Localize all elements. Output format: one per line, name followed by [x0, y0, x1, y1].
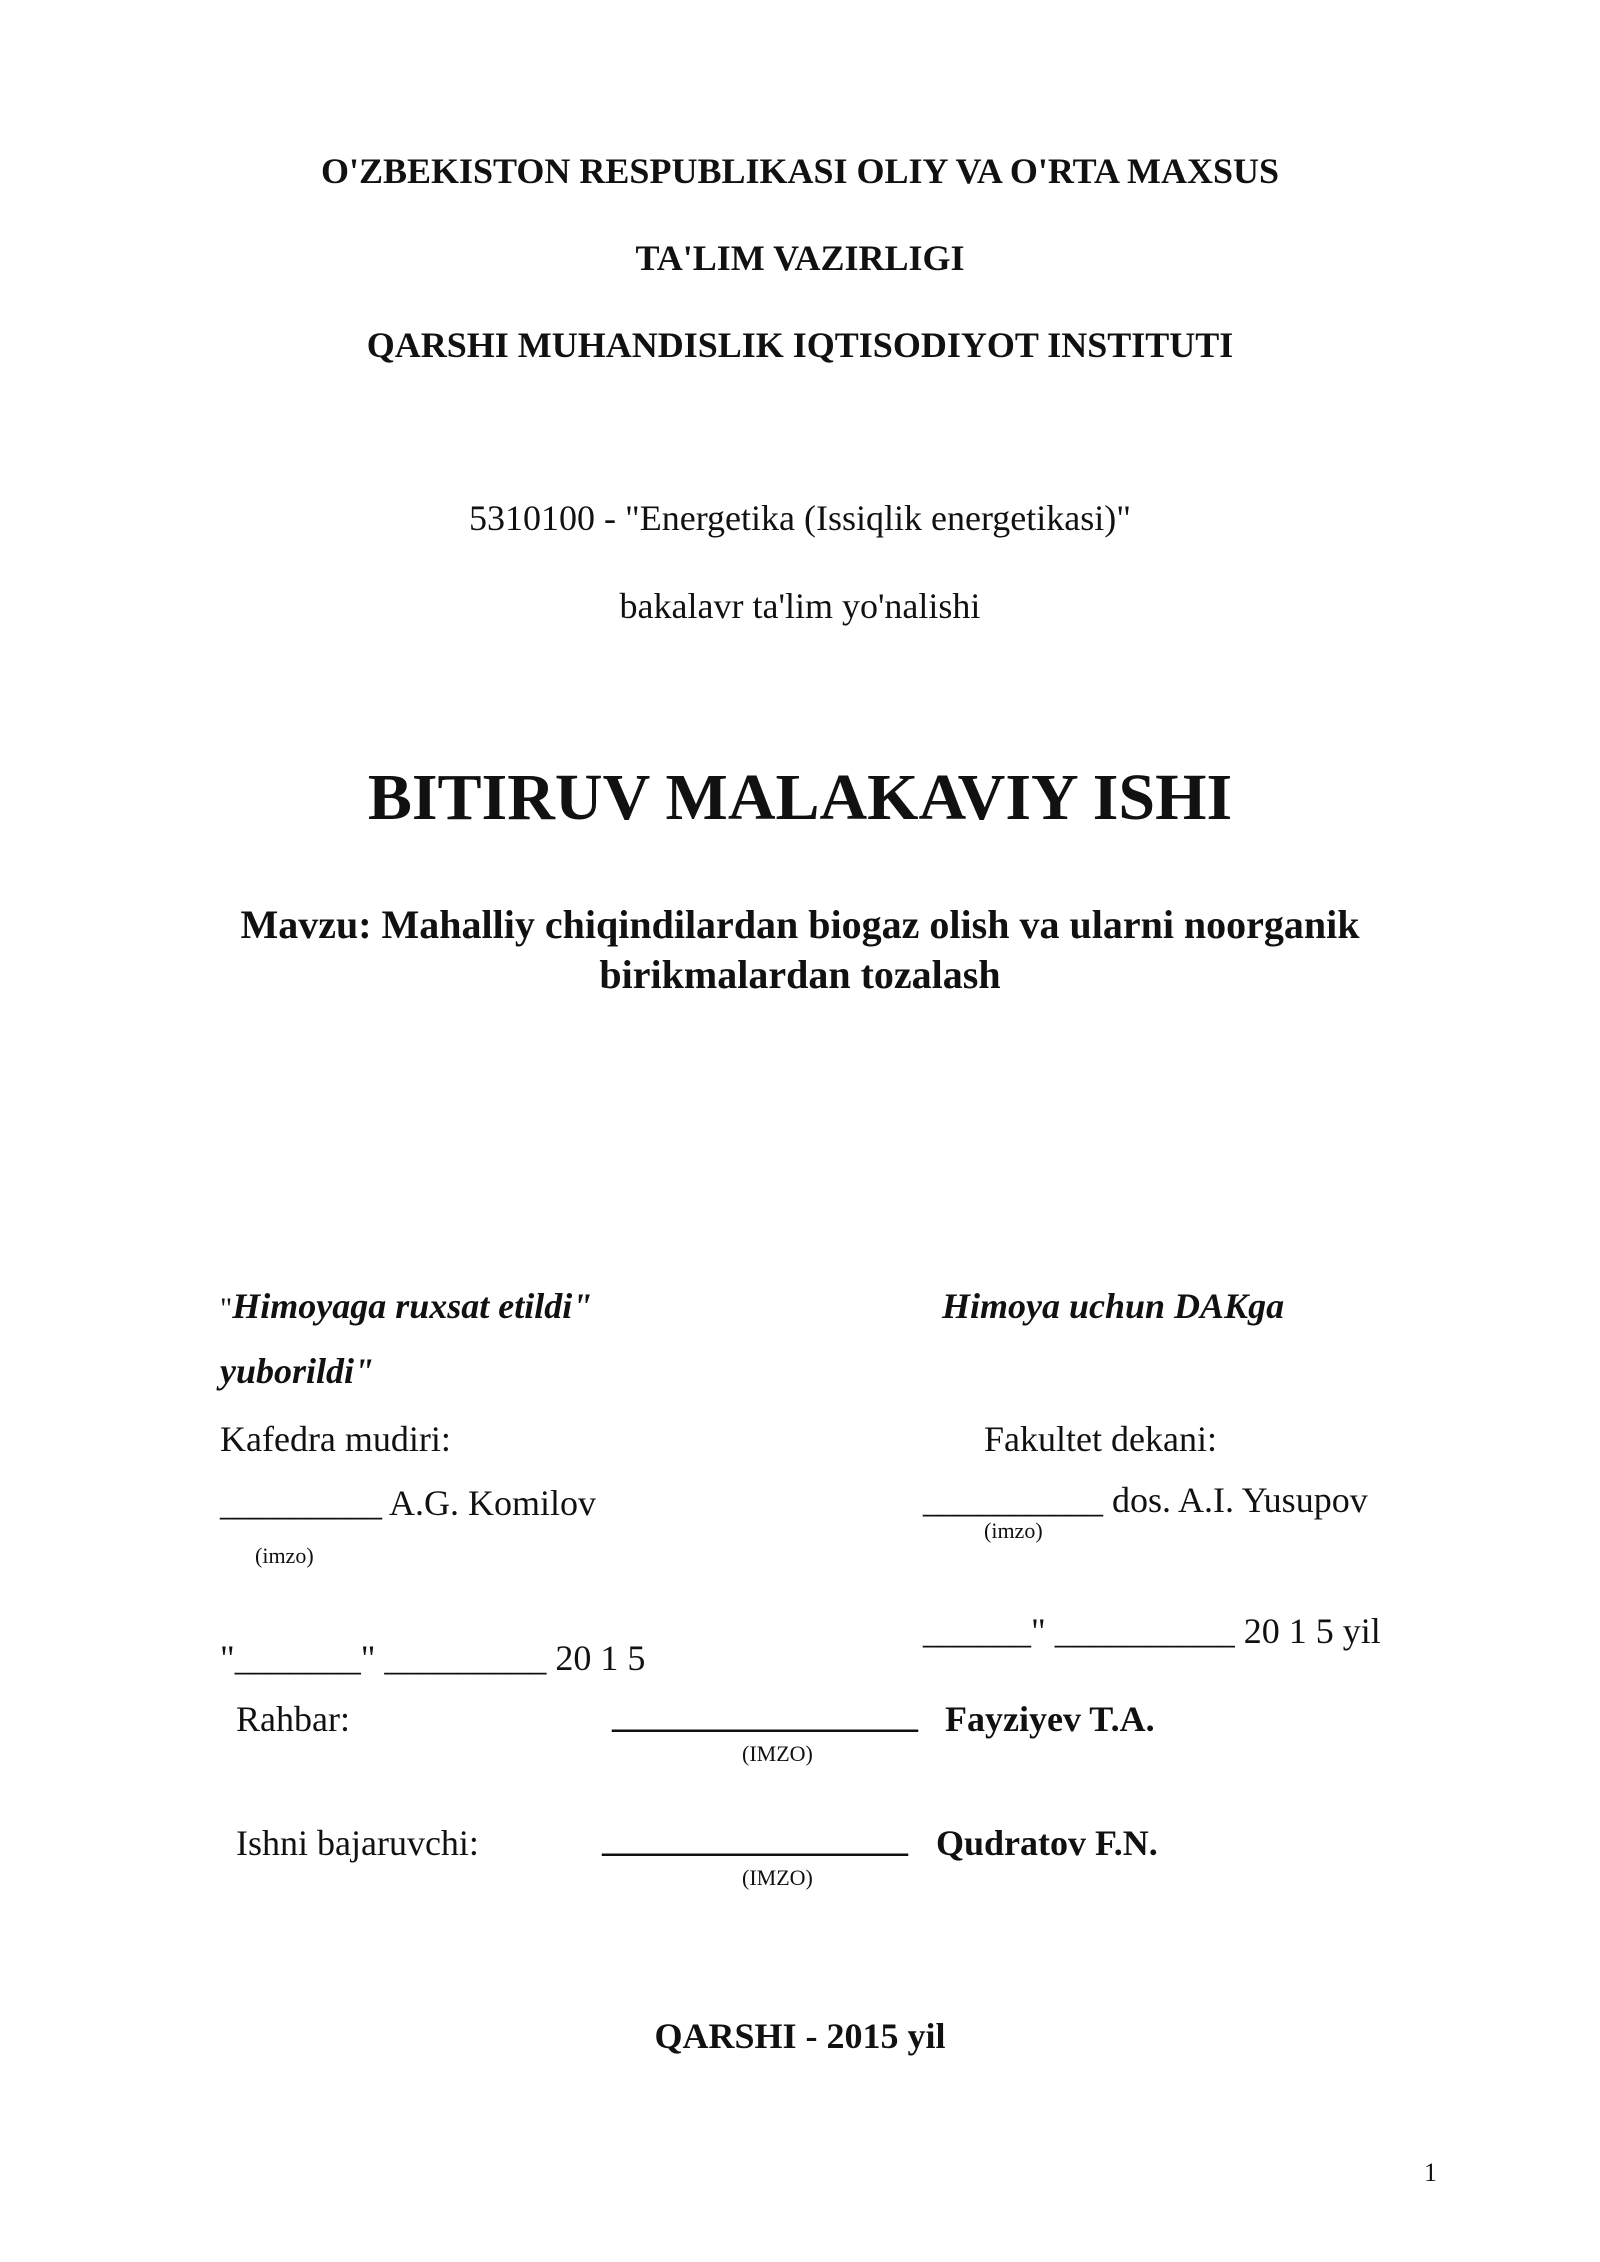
program-direction: bakalavr ta'lim yo'nalishi [619, 586, 981, 626]
dean-sign-caption: (imzo) [984, 1518, 1043, 1543]
department-head-signature: _________ A.G. Komilov [220, 1483, 597, 1523]
supervisor-signature-line: _________________ [612, 1695, 918, 1735]
institute-name: QARSHI MUHANDISLIK IQTISODIYOT INSTITUTI [366, 325, 1234, 365]
ministry-line-1: O'ZBEKISTON RESPUBLIKASI OLIY VA O'RTA MAXSUS [320, 151, 1280, 191]
executor-sign-caption: (IMZO) [742, 1865, 813, 1890]
quote-mark: " [220, 1292, 233, 1325]
supervisor-label: Rahbar: [236, 1699, 350, 1739]
dean-label: Fakultet dekani: [984, 1419, 1217, 1459]
supervisor-name: Fayziyev T.A. [945, 1699, 1155, 1739]
executor-signature-line: _________________ [602, 1819, 908, 1859]
ministry-line-2: TA'LIM VAZIRLIGI [635, 238, 965, 278]
document-title: BITIRUV MALAKAVIY ISHI [367, 761, 1233, 834]
approval-right-heading: Himoya uchun DAKga [942, 1286, 1285, 1326]
approval-right-date: ______" __________ 20 1 5 yil [923, 1611, 1381, 1651]
topic [0, 900, 1600, 1000]
page-number: 1 [1424, 2158, 1437, 2187]
approval-left-date: "_______" _________ 20 1 5 [220, 1638, 646, 1678]
approval-left-heading-cont: yuborildi" [220, 1351, 375, 1391]
department-head-sign-caption: (imzo) [255, 1543, 314, 1568]
dean-signature: __________ dos. A.I. Yusupov [923, 1480, 1368, 1520]
supervisor-sign-caption: (IMZO) [742, 1741, 813, 1766]
city-year: QARSHI - 2015 yil [654, 2016, 946, 2056]
department-head-label: Kafedra mudiri: [220, 1419, 451, 1459]
executor-label: Ishni bajaruvchi: [236, 1823, 479, 1863]
program-code: 5310100 - "Energetika (Issiqlik energetikasi)" [469, 498, 1131, 538]
executor-name: Qudratov F.N. [936, 1823, 1158, 1863]
approval-left-heading [220, 1285, 592, 1327]
approval-left-heading-text: Himoyaga ruxsat etildi" [232, 1286, 593, 1326]
topic-line-2: birikmalardan tozalash [599, 952, 1001, 997]
topic-line-1: Mavzu: Mahalliy chiqindilardan biogaz olish va ularni noorganik [240, 902, 1360, 947]
